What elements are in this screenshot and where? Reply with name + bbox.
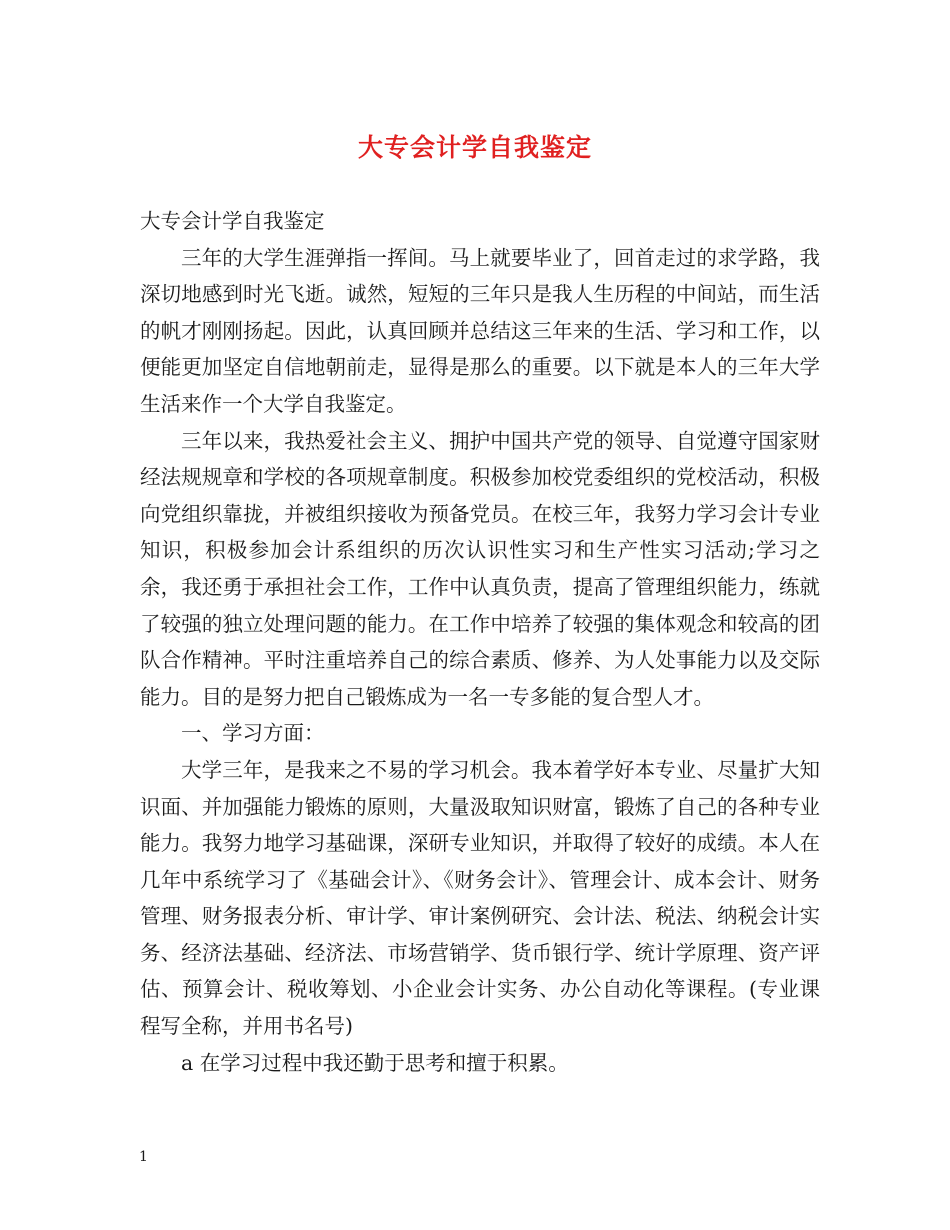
paragraph-study-habits: a 在学习过程中我还勤于思考和擅于积累。 (181, 1050, 569, 1075)
paragraph-overview: 三年以来，我热爱社会主义、拥护中国共产党的领导、自觉遵守国家财经法规规章和学校的各项规章制度。积极参加校党委组织的党校活动，积极向党组织靠拢，并被组织接收为预备党员。在校三年，我努力学习会计专业知识，积极参加会计系组织的历次认识性实习和生产性实习活动;学习之余，我还勇于承担社会工作，工作中认真负责，提高了管理组织能力，练就了较强的独立处理问题的能力。在工作中培养了较强的集体观念和较高的团队合作精神。平时注重培养自己的综合素质、修养、为人处事能力以及交际能力。目的是努力把自己锻炼成为一名一专多能的复合型人才。 (140, 428, 820, 709)
document-body (140, 203, 820, 1081)
paragraph-study: 大学三年，是我来之不易的学习机会。我本着学好本专业、尽量扩大知识面、并加强能力锻炼的原则，大量汲取知识财富，锻炼了自己的各种专业能力。我努力地学习基础课，深研专业知识，并取得了较好的成绩。本人在几年中系统学习了《基础会计》、《财务会计》、管理会计、成本会计、财务管理、财务报表分析、审计学、审计案例研究、会计法、税法、纳税会计实务、经济法基础、经济法、市场营销学、货币银行学、统计学原理、资产评估、预算会计、税收筹划、小企业会计实务、办公自动化等课程。(专业课程写全称，并用书名号) (140, 757, 820, 1039)
section-heading-study: 一、学习方面： (181, 721, 325, 746)
document-subtitle: 大专会计学自我鉴定 (140, 209, 325, 233)
paragraph-intro: 三年的大学生涯弹指一挥间。马上就要毕业了，回首走过的求学路，我深切地感到时光飞逝。诚然，短短的三年只是我人生历程的中间站，而生活的帆才刚刚扬起。因此，认真回顾并总结这三年来的生活、学习和工作，以便能更加坚定自信地朝前走，显得是那么的重要。以下就是本人的三年大学生活来作一个大学自我鉴定。 (140, 245, 820, 416)
page-number: 1 (139, 1149, 148, 1165)
document-title: 大专会计学自我鉴定 (357, 133, 592, 162)
